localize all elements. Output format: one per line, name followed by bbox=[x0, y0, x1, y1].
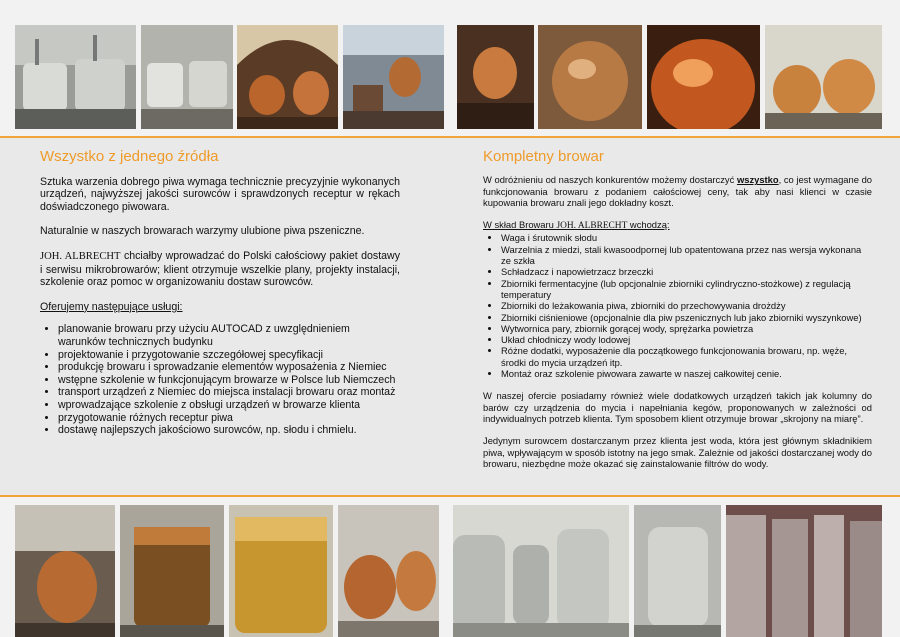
right-intro bbox=[483, 174, 872, 208]
component-item: • Zbiorniki ciśnieniowe (opcjonalnie dla piw pszenicznych lub jako zbiorniki wyszynkowe) bbox=[501, 312, 872, 323]
right-column bbox=[483, 148, 873, 480]
photo-copper-vessel bbox=[647, 25, 760, 129]
components-title bbox=[483, 219, 872, 232]
component-item: • Schładzacz i napowietrzacz brzeczki bbox=[501, 266, 872, 277]
photo-copper-brewhouse-window bbox=[765, 25, 882, 129]
photo-copper-kettle-closeup bbox=[538, 25, 642, 129]
component-item: • Układ chłodniczy wody lodowej bbox=[501, 334, 872, 345]
right-heading: Kompletny browar bbox=[483, 148, 604, 165]
right-intro-text-end: , co jest wymagane do funkcjonowania browaru z podaniem całościowej ceny, tak aby nasi klienci w czasie kupowania browaru znali jego dokładny koszt. bbox=[483, 174, 873, 208]
components-title-text: W skład Browaru bbox=[483, 219, 557, 231]
brand-name: JOH. ALBRECHT bbox=[40, 250, 121, 262]
component-item: • Montaż oraz szkolenie piwowara zawarte w naszej całkowitej cenie. bbox=[501, 368, 872, 379]
service-item: • planowanie browaru przy użyciu AUTOCAD z uwzględnieniem warunków technicznych budynku bbox=[58, 323, 400, 348]
photo-copper-bar bbox=[457, 25, 534, 129]
left-paragraph-3 bbox=[40, 250, 400, 289]
component-item: • Warzelnia z miedzi, stali kwasoodpornej lub opatentowana przez nas wersja wykonana ze szkła bbox=[501, 244, 872, 267]
service-item: • wstępne szkolenie w funkcjonującym browarze w Polsce lub Niemczech bbox=[58, 374, 400, 387]
components-title-end: wchodzą: bbox=[627, 219, 670, 231]
right-paragraph-offer: W naszej ofercie posiadamy również wiele dodatkowych urządzeń takich jak kolumny do barów czy urządzenia do mycia i napełniania kegów, proponowanych w zależności od indywidualnych potrzeb klienta. Tym sposobem klient otrzymuje browar „skrojony na miarę”. bbox=[483, 390, 872, 424]
photo-glass-mash-tun bbox=[120, 505, 224, 637]
service-item: • projektowanie i przygotowanie szczegółowej specyfikacji bbox=[58, 349, 400, 362]
photo-copper-brewhouse-hall bbox=[15, 505, 115, 637]
photo-stainless-brewhouse bbox=[15, 25, 136, 129]
service-item: • dostawę najlepszych jakościowo surowców, np. słodu i chmielu. bbox=[58, 424, 400, 437]
photo-copper-kettles-hall bbox=[338, 505, 439, 637]
photo-glass-wort-kettle bbox=[229, 505, 333, 637]
services-list bbox=[40, 323, 400, 436]
brand-name: JOH. ALBRECHT bbox=[556, 221, 628, 232]
service-item: • wprowadzające szkolenie z obsługi urządzeń w browarze klienta bbox=[58, 399, 400, 412]
top-divider bbox=[0, 136, 900, 138]
left-paragraph-3-text: chciałby wprowadzać do Polski całościowy pakiet dostawy i serwisu mikrobrowarów; klient otrzymuje wszelkie plany, projekty instalacji, szkolenie oraz pomoc w organizowaniu dostaw surowców. bbox=[40, 249, 400, 289]
photo-lagering-tanks bbox=[634, 505, 721, 637]
component-item: • Waga i śrutownik słodu bbox=[501, 232, 872, 243]
component-item: • Zbiorniki fermentacyjne (lub opcjonalnie zbiorniki cylindryczno-stożkowe) z regulacją temperatury bbox=[501, 278, 872, 301]
right-paragraph-water: Jedynym surowcem dostarczanym przez klienta jest woda, która jest głównym składnikiem piwa, wpływającym w sposób istotny na jego smak. Zależnie od jakości dostarczanej wody do browaru, niezbędne może okazać się zainstalowanie filtrów do wody. bbox=[483, 435, 872, 469]
emphasis-everything: wszystko bbox=[736, 174, 779, 186]
components-list bbox=[483, 232, 872, 379]
photo-brewpub-interior bbox=[343, 25, 444, 129]
photo-copper-brewhouse-arches bbox=[237, 25, 338, 129]
left-column bbox=[40, 148, 400, 437]
left-paragraph-1: Sztuka warzenia dobrego piwa wymaga technicznie precyzyjnie wykonanych urządzeń, najwyższej jakości surowców i sprawdzonych receptur w rękach doświadczonego piwowara. bbox=[40, 175, 400, 213]
right-intro-text: W odróżnieniu od naszych konkurentów możemy dostarczyć bbox=[483, 174, 737, 186]
services-title: Oferujemy następujące usługi: bbox=[40, 300, 183, 313]
bottom-photo-strip bbox=[0, 497, 900, 637]
photo-cellar-tanks bbox=[726, 505, 882, 637]
service-item: • produkcję browaru i sprowadzanie elementów wyposażenia z Niemiec bbox=[58, 361, 400, 374]
component-item: • Różne dodatki, wyposażenie dla początkowego funkcjonowania browaru, np. węże, środki do mycia urządzeń itp. bbox=[501, 345, 872, 368]
left-paragraph-2: Naturalnie w naszych browarach warzymy ulubione piwa pszeniczne. bbox=[40, 225, 365, 238]
component-item: • Wytwornica pary, zbiornik gorącej wody, sprężarka powietrza bbox=[501, 323, 872, 334]
component-item: • Zbiorniki do leżakowania piwa, zbiorniki do przechowywania drożdży bbox=[501, 300, 872, 311]
top-photo-strip bbox=[0, 0, 900, 136]
photo-stainless-kettles bbox=[141, 25, 233, 129]
service-item: • transport urządzeń z Niemiec do miejsca instalacji browaru oraz montaż bbox=[58, 386, 400, 399]
service-item: • przygotowanie różnych receptur piwa bbox=[58, 412, 400, 425]
photo-fermentation-tanks bbox=[453, 505, 629, 637]
left-heading: Wszystko z jednego źródła bbox=[40, 148, 219, 165]
